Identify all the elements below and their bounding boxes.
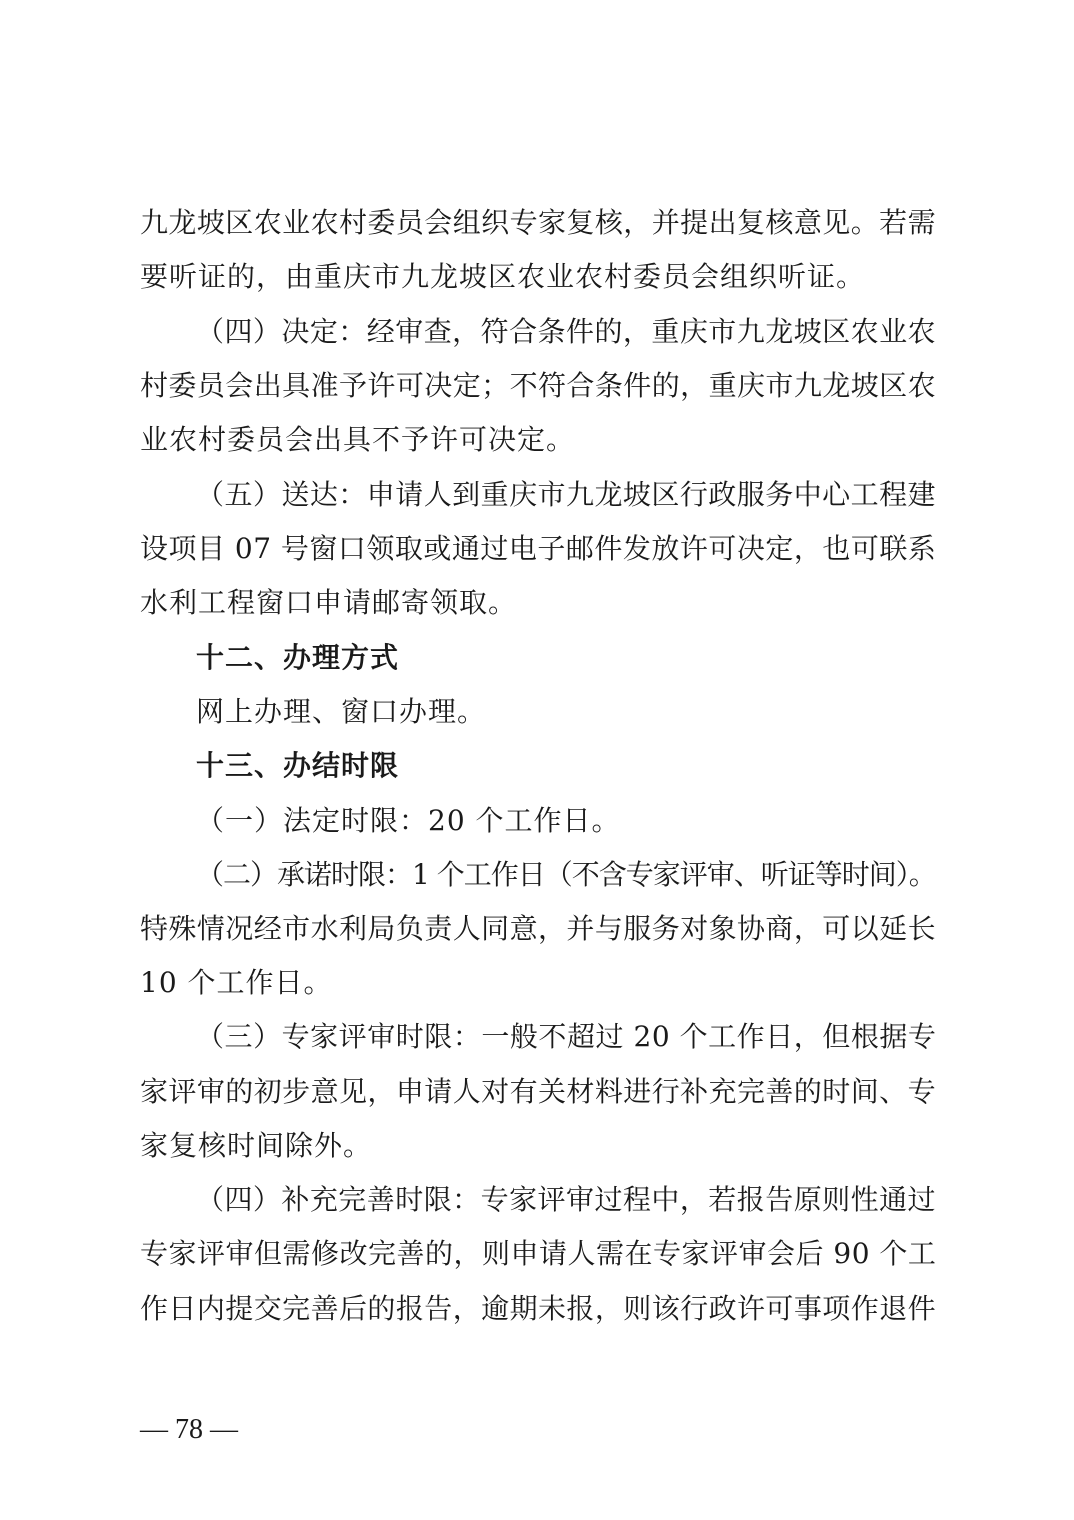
body-text-line: （五）送达：申请人到重庆市九龙坡区行政服务中心工程建	[196, 478, 937, 511]
body-text-line: （一）法定时限：20 个工作日。	[196, 804, 621, 837]
body-text-line: 设项目 07 号窗口领取或通过电子邮件发放许可决定，也可联系	[140, 532, 937, 565]
section-heading: 十二、办理方式	[196, 641, 400, 674]
body-text-line: 业农村委员会出具不予许可决定。	[140, 423, 576, 456]
body-text-line: 家复核时间除外。	[140, 1129, 373, 1162]
body-text-line: （四）补充完善时限：专家评审过程中，若报告原则性通过	[196, 1183, 937, 1216]
body-text-line: （三）专家评审时限：一般不超过 20 个工作日，但根据专	[196, 1020, 937, 1053]
body-text-line: 九龙坡区农业农村委员会组织专家复核，并提出复核意见。若需	[140, 206, 937, 239]
section-heading: 十三、办结时限	[196, 749, 400, 782]
page-number: — 78 —	[140, 1414, 238, 1445]
body-text-line: （四）决定：经审查，符合条件的，重庆市九龙坡区农业农	[196, 315, 937, 348]
body-text-line: （二）承诺时限：1 个工作日（不含专家评审、听证等时间）。	[196, 858, 936, 891]
body-text-line: 要听证的，由重庆市九龙坡区农业农村委员会组织听证。	[140, 260, 866, 293]
body-text-line: 网上办理、窗口办理。	[196, 695, 487, 728]
body-text-line: 特殊情况经市水利局负责人同意，并与服务对象协商，可以延长	[140, 912, 937, 945]
body-text-line: 作日内提交完善后的报告，逾期未报，则该行政许可事项作退件	[140, 1292, 937, 1325]
body-text-line: 家评审的初步意见，申请人对有关材料进行补充完善的时间、专	[140, 1075, 937, 1108]
body-text-line: 专家评审但需修改完善的，则申请人需在专家评审会后 90 个工	[140, 1237, 937, 1270]
body-text-line: 村委员会出具准予许可决定；不符合条件的，重庆市九龙坡区农	[140, 369, 937, 402]
body-text-line: 水利工程窗口申请邮寄领取。	[140, 586, 518, 619]
body-text-line: 10 个工作日。	[140, 966, 333, 999]
